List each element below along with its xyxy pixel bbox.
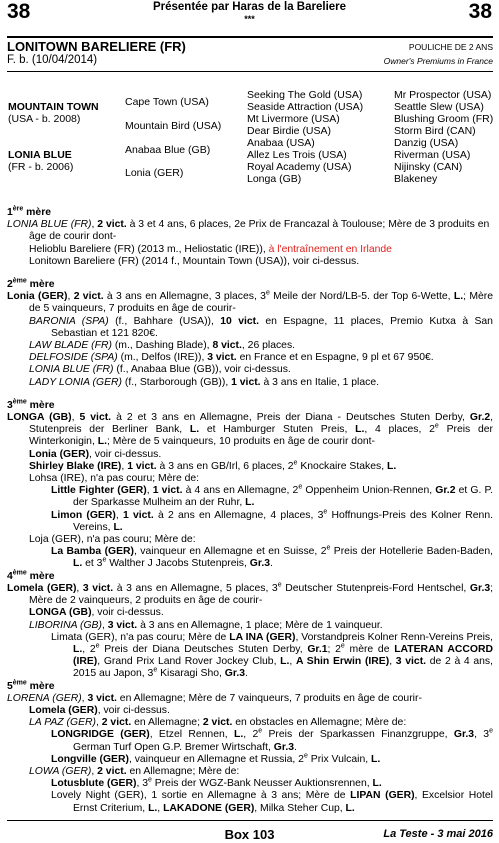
gen4-6: Riverman (USA): [394, 149, 471, 161]
horse-name-box: [7, 36, 493, 72]
section-heading-5eme-mere: 5ème mère: [7, 679, 55, 692]
produce-line: Lomela (GER), voir ci-dessus.: [29, 704, 170, 716]
produce-line: Limata (GER), n'a pas couru; Mère de LA INA (GER), Vorstandpreis Kolner Renn-Vereins Preis, L., 2e Preis der Diana Deutsches Stuten Derby, Gr.1; 2e mère de LATERAN ACCORD (IRE), Grand Prix Land Rover Jockey Club, L., A Shin Erwin (IRE), 3 vict. de 2 à 4 ans, 2015 au Japon, 3e Kisaragi Sho, Gr.3.: [51, 631, 494, 680]
produce-line: Lonitown Bareliere (FR) (2014 f., Mountain Town (USA)), voir ci-dessus.: [29, 255, 360, 267]
produce-line: LONGRIDGE (GER), Etzel Rennen, L., 2e Preis der Sparkassen Finanzgruppe, Gr.3, 3e German Turf Open G.P. Bremer Wirtschaft, Gr.3.: [51, 727, 493, 753]
gen4-3: Blushing Groom (FR): [394, 113, 494, 125]
sire-info: (USA - b. 2008): [8, 113, 81, 125]
box-number: Box 103: [224, 827, 275, 842]
gen3-3: Mt Livermore (USA): [247, 113, 340, 125]
produce-line: Lohsa (IRE), n'a pas couru; Mère de:: [29, 473, 200, 485]
horse-name: LONITOWN BARELIERE (FR): [7, 39, 186, 54]
produce-line: Lovely Night (GER), 1 sortie en Allemagne à 3 ans; Mère de LIPAN (GER), Excelsior Hotel Ernst Criterium, L., LAKADONE (GER), Milka Steher Cup, L.: [51, 790, 493, 814]
section-heading-1ere-mere: 1ère mère: [7, 205, 52, 218]
gen4-1: Mr Prospector (USA): [394, 89, 492, 101]
consignor-title: Présentée par Haras de la Bareliere: [152, 1, 347, 13]
gen2-2: Mountain Bird (USA): [125, 120, 222, 132]
produce-line: LAW BLADE (FR) (m., Dashing Blade), 8 vict., 26 places.: [29, 340, 296, 352]
gen3-1: Seeking The Gold (USA): [247, 89, 363, 101]
consignor-stars: ***: [244, 14, 255, 24]
produce-line: LONGA (GB), voir ci-dessus.: [29, 607, 164, 619]
gen4-5: Danzig (USA): [394, 137, 459, 149]
produce-line: Helioblu Bareliere (FR) (2013 m., Heliostatic (IRE)), à l'entraînement en Irlande: [29, 243, 392, 255]
produce-line: DELFOSIDE (SPA) (m., Delfos (IRE)), 3 vict. en France et en Espagne, 9 pl et 67 950€.: [29, 352, 434, 364]
produce-line: Lonia (GER), voir ci-dessus.: [29, 448, 162, 460]
gen3-7: Royal Academy (USA): [247, 161, 352, 173]
premium-note: Owner's Premiums in France: [383, 56, 493, 66]
produce-line: La Bamba (GER), vainqueur en Allemagne et en Suisse, 2e Preis der Hotellerie Baden-Baden, L. et 3e Walther J Jacobs Stutenpreis, Gr.3.: [51, 544, 494, 570]
gen2-3: Anabaa Blue (GB): [125, 144, 211, 156]
section-heading-3eme-mere: 3ème mère: [7, 398, 55, 411]
dam-paragraph: LONIA BLUE (FR), 2 vict. à 3 et 4 ans, 6 places, 2e Prix de Francazal à Toulouse; Mère de 3 produits en âge de courir dont-: [7, 219, 490, 243]
dam-info: (FR - b. 2006): [8, 161, 74, 173]
granddam-paragraph: Lonia (GER), 2 vict. à 3 ans en Allemagne, 3 places, 3e Meile der Nord/LB-5. der Top 6-Wette, L.; Mère de 5 vainqueurs, 7 produits en âge de courir-: [7, 289, 493, 315]
produce-line: LA PAZ (GER), 2 vict. en Allemagne; 2 vict. en obstacles en Allemagne; Mère de:: [29, 717, 407, 729]
gen2-1: Cape Town (USA): [125, 96, 209, 108]
horse-description: F. b. (10/04/2014): [7, 54, 98, 66]
gen2-4: Lonia (GER): [125, 167, 184, 179]
produce-line: Shirley Blake (IRE), 1 vict. à 3 ans en GB/Irl, 6 places, 2e Knockaire Stakes, L.: [29, 459, 397, 472]
dam-name: LONIA BLUE: [8, 149, 72, 161]
produce-line: Little Fighter (GER), 1 vict. à 4 ans en Allemagne, 2e Oppenheim Union-Rennen, Gr.2 et G. P. der Sparkasse Mulheim an der Ruhr, L.: [51, 483, 493, 509]
produce-line: LIBORINA (GB), 3 vict. à 3 ans en Allemagne, 1 place; Mère de 1 vainqueur.: [29, 619, 383, 631]
produce-line: Longville (GER), vainqueur en Allemagne et Russia, 2e Prix Vulcain, L.: [51, 752, 381, 765]
section-heading-2eme-mere: 2ème mère: [7, 277, 55, 291]
gen3-5: Anabaa (USA): [247, 137, 315, 149]
third-dam-paragraph: LONGA (GB), 5 vict. à 2 et 3 ans en Allemagne, Preis der Diana - Deutsches Stuten Derby, Gr.2, Stutenpreis der Berliner Bank, L. et Hamburger Stuten Preis, L., 4 places, 2e Preis der Winterkonigin, L.; Mère de 5 vainqueurs, 10 produits en âge de courir dont-: [7, 412, 493, 448]
produce-line: LADY LONIA (GER) (f., Starborough (GB)), 1 vict. à 3 ans en Italie, 1 place.: [29, 376, 379, 388]
lot-number-right: 38: [468, 0, 492, 23]
gen3-6: Allez Les Trois (USA): [247, 149, 347, 161]
section-heading-4eme-mere: 4ème mère: [7, 569, 55, 582]
female-family-text: [7, 207, 493, 815]
fourth-dam-paragraph: Lomela (GER), 3 vict. à 3 ans en Allemagne, 5 places, 3e Deutscher Stutenpreis-Ford Hentschel, Gr.3; Mère de 2 vainqueurs, 2 produits en âge de courir-: [7, 581, 493, 607]
gen4-7: Nijinsky (CAN): [394, 161, 463, 173]
lot-number-left: 38: [7, 0, 31, 23]
produce-line: Lotusblute (GER), 3e Preis der WGZ-Bank Neusser Auktionsrennen, L.: [51, 776, 382, 790]
gen4-8: Blakeney: [394, 173, 438, 185]
gen4-2: Seattle Slew (USA): [394, 101, 484, 113]
gen4-4: Storm Bird (CAN): [394, 125, 476, 137]
gen3-2: Seaside Attraction (USA): [247, 101, 364, 113]
gen3-4: Dear Birdie (USA): [247, 125, 332, 137]
sale-venue-date: La Teste - 3 mai 2016: [383, 828, 493, 840]
horse-category: POULICHE DE 2 ANS: [408, 42, 493, 52]
footer-rule: [7, 820, 493, 821]
produce-line: LONIA BLUE (FR) (f., Anabaa Blue (GB)), voir ci-dessus.: [29, 364, 291, 376]
produce-line: LOWA (GER), 2 vict. en Allemagne; Mère de:: [29, 765, 240, 777]
produce-line: BARONIA (SPA) (f., Bahhare (USA)), 10 vict. en Espagne, 11 places, Premio Kutxa à San Sebastian et 121 820€.: [29, 315, 493, 339]
sire-name: MOUNTAIN TOWN: [8, 101, 99, 113]
produce-line: Loja (GER), n'a pas couru; Mère de:: [29, 534, 196, 546]
fifth-dam-paragraph: LORENA (GER), 3 vict. en Allemagne; Mère de 7 vainqueurs, 7 produits en âge de courir-: [7, 692, 422, 704]
gen3-8: Longa (GB): [247, 173, 302, 185]
produce-line: Limon (GER), 1 vict. à 2 ans en Allemagne, 4 places, 3e Hoffnungs-Preis des Kolner Renn. Vereins, L.: [51, 508, 494, 533]
